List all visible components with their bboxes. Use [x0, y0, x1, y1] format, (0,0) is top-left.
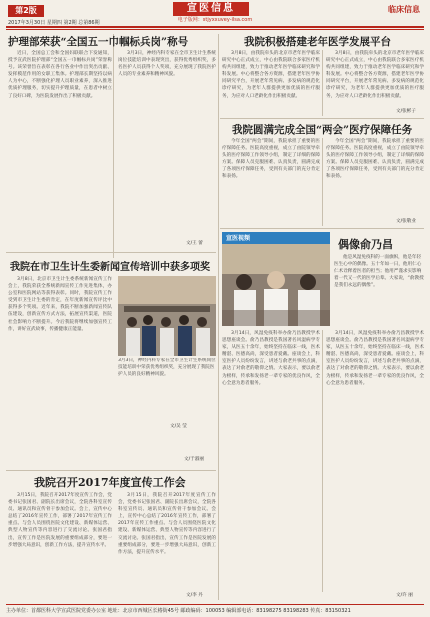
article-body: 近日，全国总工会和全国妇联联合下发通知，授予宣武医院护理部“全国五一巾帼标兵岗”荣誉称号。该荣誉旨在表彰在各行各业中作出突出贡献、发挥模范作用的女职工集体。护理部长期坚持以病人为中心，不断强化护理人员职业素养，深入推进优质护理服务，切实提升护理质量，在患者中树立了良好口碑，为医院发展作出了积极贡献。 — [8, 51, 112, 99]
article-body: 3月15日，我院召开2017年度宣传工作会，党委书记张国君、副院长出席会议，全院各科室宣传员、通讯员和宣传骨干参加会议。会上，宣传中心总结了2016年宣传工作，部署了2017年宣传工作重点。与会人员围绕医院文化建设、新媒体运营、典型人物宣传等内容进行了交流讨论。张国君指出，宣传工作是医院发展的重要组成部分，要进一步增强大局意识，创新工作方法，提升宣传水平。 — [8, 493, 112, 548]
section-divider — [220, 118, 424, 119]
article-body: 今年全国“两会”期间，我院承担了重要的医疗保障任务。医院高度重视，成立了由院领导牵头的医疗保障工作领导小组，制定了详细的保障方案。保障人员克服困难、认真负责，圆满完成了各项医疗保障任务，受到有关部门的充分肯定和表扬。 — [222, 139, 320, 180]
footer-info: 主办单位：首都医科大学宣武医院党委办公室 地址：北京市西城区长椿街45号 邮政编码：100053 编辑部电话：83198275 83198283 传真：83150321 — [6, 604, 424, 614]
column-divider — [322, 330, 323, 592]
video-banner-label: 宣医视频 — [226, 235, 251, 242]
column-divider — [113, 34, 114, 258]
article-author: 文/张彬子 — [396, 109, 416, 114]
article-author: 文/于淑丽 — [184, 457, 204, 462]
article-title: 我院积极搭建老年医学发展平台 — [244, 36, 391, 48]
article-author: 文/李 丹 — [186, 593, 203, 598]
newspaper-logo: 宣医信息 — [173, 2, 249, 16]
article-body-continued: 3月15日，我院召开2017年度宣传工作会，党委书记张国君、副院长出席会议，全院各科室宣传员、通讯员和宣传骨干参加会议。会上，宣传中心总结了2016年宣传工作，部署了2017年宣传工作重点。与会人员围绕医院文化建设、新媒体运营、典型人物宣传等内容进行了交流讨论。张国君指出，宣传工作是医院发展的重要组成部分，要进一步增强大局意识，创新工作方法，提升宣传水平。 — [118, 493, 216, 555]
section-divider — [6, 470, 216, 471]
photo-image — [222, 232, 330, 326]
article-title: 护理部荣获“全国五一巾帼标兵岗”称号 — [8, 36, 189, 48]
portrait-photo — [222, 232, 330, 326]
header-rule-thin — [6, 29, 424, 30]
poem-text: 他是风湿免疫科的一面旗帜，他是年轻医生心中的偶像。五十年如一日，他用仁心仁术诠释着医者的担当；他用严谨求实影响着一代又一代的医学后辈。大家说，“俞教授是我们永远的偶像”。 — [334, 255, 424, 289]
article-author: 文/许 丽 — [396, 593, 413, 598]
article-body: 3月8日，由我院牵头的北京市老年医学临床研究中心正式成立，中心由我院联合多家医疗机构共同组建，致力于推动老年医学临床研究和学科发展。中心将整合各方资源，搭建老年医学协同研究平台，开展老年常见病、多发病的规范化诊疗研究，为老年人群提供更加优质的医疗服务，为应对人口老龄化作出积极贡献。 — [222, 51, 320, 99]
website-url: 电子版网：stjyxxuvey-ilsa.com — [177, 17, 253, 23]
event-photo — [118, 276, 216, 356]
article-body-continued: 3月3日，神经内科专家在全市卫生计生系统岗位技能培训中表现突出，获得优秀组织奖，多名医护人员获得个人奖项，充分展现了我院医护人员的专业素养和精神风貌。 — [118, 51, 216, 78]
photo-caption: 3月3日，神经内科专家在全市卫生计生系统岗位技能培训中荣获优秀组织奖，充分展现了我院医护人员的良好精神风貌。 — [118, 358, 216, 377]
column-divider — [322, 50, 323, 116]
photo-author: 文/吴 莹 — [170, 424, 187, 429]
header-rule — [6, 26, 424, 28]
article-body: 3月14日，风湿免疫科举办俞乃昌教授学术思想座谈会。俞乃昌教授是我国著名风湿病学专家，从医五十余年，始终坚持在临床一线，医术精湛、医德高尚，深受患者爱戴。座谈会上，科室医护人员纷纷发言，讲述与俞老共事的点滴，表达了对俞老的敬仰之情。大家表示，要以俞老为榜样，传承和发扬老一辈专家的优良作风，全心全意为患者服务。 — [222, 331, 320, 386]
column-divider — [322, 138, 323, 226]
photo-image — [118, 276, 216, 356]
article-author: 文/王 蕾 — [186, 241, 203, 246]
section-title: 临床信息 — [388, 5, 420, 14]
article-body-continued: 3月14日，风湿免疫科举办俞乃昌教授学术思想座谈会。俞乃昌教授是我国著名风湿病学专家，从医五十余年，始终坚持在临床一线，医术精湛、医德高尚，深受患者爱戴。座谈会上，科室医护人员纷纷发言，讲述与俞老共事的点滴，表达了对俞老的敬仰之情。大家表示，要以俞老为榜样，传承和发扬老一辈专家的优良作风，全心全意为患者服务。 — [326, 331, 424, 386]
article-author: 文/张敬业 — [396, 219, 416, 224]
article-body-continued: 3月8日，由我院牵头的北京市老年医学临床研究中心正式成立，中心由我院联合多家医疗机构共同组建，致力于推动老年医学临床研究和学科发展。中心将整合各方资源，搭建老年医学协同研究平台，开展老年常见病、多发病的规范化诊疗研究，为老年人群提供更加优质的医疗服务，为应对人口老龄化作出积极贡献。 — [326, 51, 424, 99]
article-title: 我院在市卫生计生委新闻宣传培训中获多项奖 — [10, 262, 210, 273]
article-title: 我院召开2017年度宣传工作会 — [34, 476, 186, 489]
section-divider — [220, 228, 424, 229]
article-title: 我院圆满完成全国“两会”医疗保障任务 — [232, 124, 413, 136]
section-divider — [6, 252, 216, 253]
article-body-continued: 今年全国“两会”期间，我院承担了重要的医疗保障任务。医院高度重视，成立了由院领导牵头的医疗保障工作领导小组，制定了详细的保障方案。保障人员克服困难、认真负责，圆满完成了各项医疗保障任务，受到有关部门的充分肯定和表扬。 — [326, 139, 424, 180]
article-body: 3月8日，北京市卫生计生委系统新闻宣传工作会上，我院荣获全系统新闻宣传工作先进集体，办公室和医院网站等获得表彰。同时，我院宣传工作受到市卫生计生委的肯定，在年度新闻宣传评比中获得多个奖项。近年来，我院不断加强新闻宣传队伍建设，创新宣传方式方法，拓展宣传渠道，医院社会影响力不断提升。今后我院将继续加强宣传工作，讲好宣武故事，传播健康正能量。 — [8, 277, 112, 332]
page-number: 第2版 — [8, 5, 44, 17]
column-divider — [218, 34, 219, 600]
masthead — [0, 0, 430, 31]
article-title: 偶像俞乃昌 — [338, 238, 393, 251]
dateline: 2017年3月30日 星期四 第2期 总第86期 — [8, 20, 100, 26]
